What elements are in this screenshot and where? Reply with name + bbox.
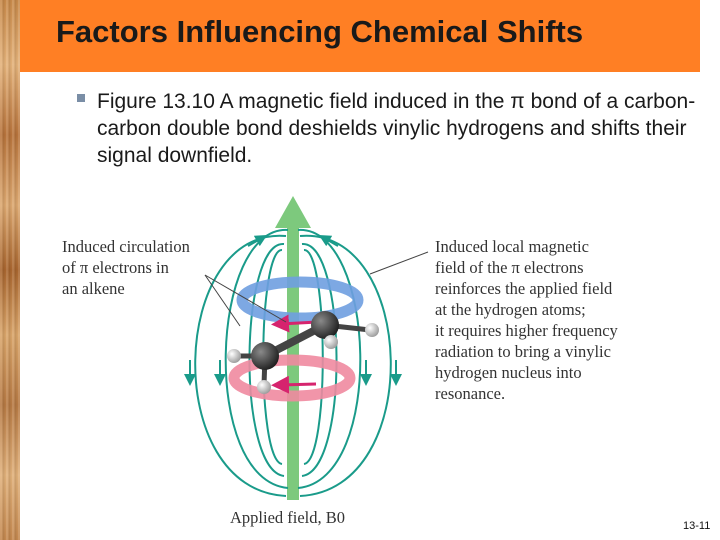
- right-label-line: resonance.: [435, 384, 506, 403]
- right-label-line: Induced local magnetic: [435, 237, 589, 256]
- sidebar-texture: [0, 0, 20, 540]
- left-label-line: of π electrons in: [62, 258, 169, 277]
- right-label-line: reinforces the applied field: [435, 279, 613, 298]
- right-label: [435, 236, 705, 404]
- circulation-arrow-icon: [280, 384, 316, 385]
- left-label-line: Induced circulation: [62, 237, 190, 256]
- slide-title: Factors Influencing Chemical Shifts: [56, 14, 584, 49]
- right-label-line: field of the π electrons: [435, 258, 584, 277]
- right-label-line: radiation to bring a vinylic: [435, 342, 611, 361]
- right-label-line: at the hydrogen atoms;: [435, 300, 586, 319]
- bullet-marker-icon: [77, 94, 85, 102]
- page-number: 13-11: [683, 520, 711, 532]
- right-label-line: it requires higher frequency: [435, 321, 618, 340]
- left-label-line: an alkene: [62, 279, 125, 298]
- right-label-line: hydrogen nucleus into: [435, 363, 582, 382]
- applied-field-label: Applied field, B0: [230, 508, 346, 527]
- left-label: [62, 236, 242, 299]
- upper-pi-ring: [242, 282, 358, 318]
- bullet-text: Figure 13.10 A magnetic field induced in the π bond of a carbon-carbon double bond deshields vinylic hydrogens and shifts their signal downfield.: [97, 90, 696, 167]
